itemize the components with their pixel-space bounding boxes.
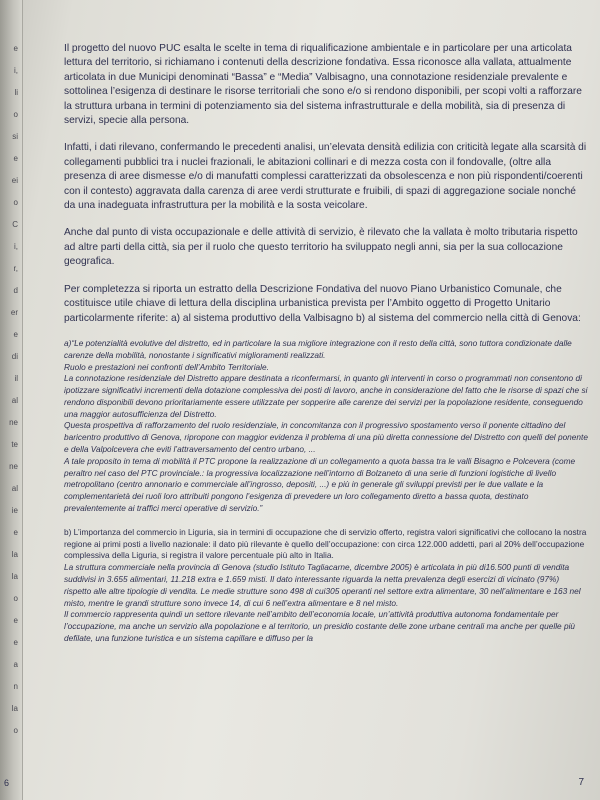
previous-page-fragment: di: [11, 352, 18, 361]
previous-page-fragment: li: [14, 88, 18, 97]
quote-a-line: a)“Le potenzialità evolutive del distretto, ed in particolare la sua migliore integrazione con il resto della città, sono tuttora condizionate dalle carenze della mobilità, nonostante i significativi miglioramenti realizzati.: [64, 337, 572, 360]
paragraph-puc-intro: Il progetto del nuovo PUC esalta le scelte in tema di riqualificazione ambientale e in particolare per una articolata lettura del territorio, si richiamano i contenuti della descrizione fondativa. Essa riconosce alla vallata, attualmente articolata in due Municipi denominati “Bassa” e “Media” Valbisagno, una connotazione residenziale prevalente e sottolinea l’esigenza di destinare le risorse territoriali che sono e/o si rendono disponibili, per scopi volti a rafforzare la struttura urbana in termini di potenziamento sia del sistema infrastrutturale e della mobilità, sia di presenza di servizi, specie alla persona.: [64, 43, 582, 127]
page-number: 7: [578, 777, 584, 788]
previous-page-fragment: i,: [14, 66, 18, 75]
quote-a-line: Questa prospettiva di rafforzamento del ruolo residenziale, in concomitanza con il progressivo spostamento verso il ponente cittadino del baricentro produttivo di Genova, ripropone con maggior evidenza il problema di una più diretta connessione del Distretto con quelli del ponente e della Valpolcevera che eviti l’attraversamento del centro urbano, ...: [64, 420, 588, 455]
quote-b-line: Il commercio rappresenta quindi un settore rilevante nell’ambito dell’economia locale, un’attività produttiva autonoma fondamentale per l’occupazione, ma anche un servizio alla popolazione e al territorio, un presidio costante delle zone urbane centrali ma anche per quelle più defilate, una funzione turistica e un sistema capillare e diffuso per la: [64, 609, 576, 644]
previous-page-fragment: al: [11, 484, 18, 493]
previous-page-fragment: o: [13, 198, 18, 207]
paragraph-extract-intro: Per completezza si riporta un estratto della Descrizione Fondativa del nuovo Piano Urbanistico Comunale, che costituisce utile chiave di lettura della disciplina urbanistica prevista per l’Ambito oggetto di Progetto Unitario particolarmente riferite: a) al sistema produttivo della Valbisagno b) al sistema del commercio nella città di Genova:: [64, 283, 581, 324]
previous-page-edge: [0, 0, 23, 800]
previous-page-fragment: e: [13, 638, 18, 647]
paragraph-density-analysis: Infatti, i dati rilevano, confermando le precedenti analisi, un’elevata densità edilizia con criticità legate alla scarsità di collegamenti pubblici tra i nuclei frazionali, le abitazioni collinari e di mezza costa con il fondovalle, (oltre alla presenza di aree dismesse e/o di manufatti complessi caratterizzati da obsolescenza e non più rispondenti/coerenti con il contesto) aggravata dalla carenza di aree verdi strutturate e fruibili, di spazi di aggregazione sociale nonché da una inadeguata infrastruttura per la mobilità e la sosta veicolare.: [64, 142, 587, 212]
quote-b-line: b) L’importanza del commercio in Liguria, sia in termini di occupazione che di servizio offerto, registra valori significativi che collocano la nostra regione ai primi posti a livello nazionale: il dato più rilevante è quello dell’occupazione: con circa 122.000 addetti, pari al 20% dell’occupazione complessiva della Liguria, si registra il valore percentuale più alto in Italia.: [64, 526, 587, 561]
previous-page-fragment: la: [11, 572, 18, 581]
previous-page-fragment: la: [11, 704, 18, 713]
quote-a-line: La connotazione residenziale del Distretto appare destinata a riconfermarsi, in quanto gli interventi in corso o programmati non consentono di ipotizzare significativi incrementi della dotazione complessiva dei posti di lavoro, anche in considerazione del fatto che le risorse di spazi che si rendono disponibili devono prioritariamente essere utilizzate per sopperire alle carenze dei servizi per la popolazione residente, conseguendo una maggior autosufficienza del Distretto.: [64, 373, 588, 419]
previous-page-fragment: C: [12, 220, 18, 229]
previous-page-fragment: ne: [9, 418, 18, 427]
quote-section-b: [64, 527, 588, 645]
previous-page-fragment: ie: [11, 506, 18, 515]
previous-page-fragment: o: [13, 110, 18, 119]
previous-page-fragment: a: [13, 660, 18, 669]
previous-page-fragment: o: [13, 594, 18, 603]
document-page: [64, 42, 588, 794]
previous-page-fragment: e: [13, 44, 18, 53]
previous-page-fragment: ne: [9, 462, 18, 471]
quote-section-a: [64, 338, 588, 515]
previous-page-fragment: al: [11, 396, 18, 405]
previous-page-fragment: e: [13, 154, 18, 163]
previous-page-fragment: r,: [13, 264, 18, 273]
previous-page-fragment: e: [13, 616, 18, 625]
previous-page-fragment: er: [10, 308, 18, 317]
previous-page-fragment: n: [13, 682, 18, 691]
paragraph-occupational: Anche dal punto di vista occupazionale e delle attività di servizio, è rilevato che la vallata è molto tributaria rispetto ad altre parti della città, sia per il ruolo che questo territorio ha sviluppato negli anni, sia per la sua collocazione geografica.: [64, 227, 578, 268]
previous-page-fragment: d: [13, 286, 18, 295]
previous-page-fragment: te: [11, 440, 18, 449]
quote-a-line: A tale proposito in tema di mobilità il PTC propone la realizzazione di un collegamento a quota bassa tra le valli Bisagno e Polcevera (come peraltro nel caso del PTC provinciale.: la progressiva localizzazione nell’intorno di Bolzaneto di una serie di funzioni logistiche di livello metropolitano (centro annonario e commerciale all’ingrosso, depositi, ...) e più in generale gli sviluppi previsti per le due vallate e la complementarietà dei ruoli loro attribuiti pongono l’esigenza di prevedere un loro collegamento diretto a bassa quota, destinato prevalentemente ai traffici merci operative di servizio.”: [64, 455, 576, 514]
previous-page-fragment: si: [12, 132, 18, 141]
previous-page-fragment: il: [14, 374, 18, 383]
previous-page-fragment: la: [11, 550, 18, 559]
previous-page-fragment: e: [13, 330, 18, 339]
quote-a-line: Ruolo e prestazioni nei confronti dell’Ambito Territoriale.: [64, 361, 269, 372]
previous-page-fragment: ei: [11, 176, 18, 185]
quote-b-line: La struttura commerciale nella provincia di Genova (studio Istituto Tagliacarne, dicembre 2005) è articolata in più di16.500 punti di vendita suddivisi in 3.655 alimentari, 11.218 extra e 1.659 misti. Il dato interessante riguarda la netta prevalenza degli esercizi di vicinato (97%) rispetto alle altre tipologie di vendita. Le medie strutture sono 498 di cui305 operanti nel settore extra alimentare, 30 nell’alimentare e 163 nel misto, mentre le grandi strutture sono invece 14, di cui 6 nell’extra alimentare e 8 nel misto.: [64, 562, 581, 608]
previous-page-number: 6: [4, 778, 10, 788]
previous-page-fragment: e: [13, 528, 18, 537]
previous-page-fragment: i,: [14, 242, 18, 251]
previous-page-fragment: o: [13, 726, 18, 735]
